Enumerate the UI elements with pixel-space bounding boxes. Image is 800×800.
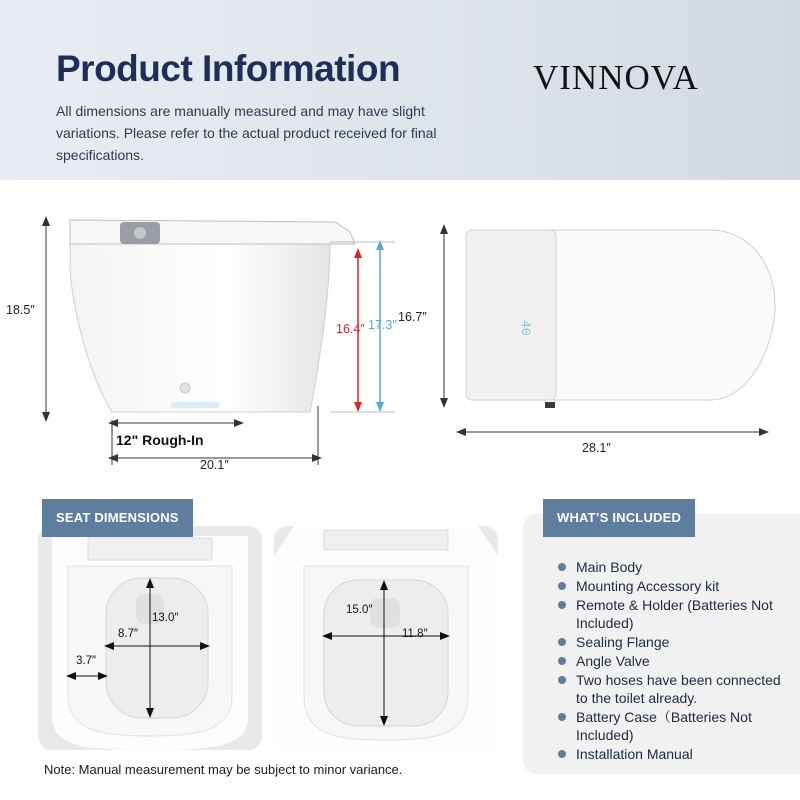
toilet-lid-side bbox=[70, 220, 355, 244]
header-description: All dimensions are manually measured and may have slight variations. Please refer to the actual product received for final specifications. bbox=[56, 103, 437, 163]
seat-panel-right bbox=[274, 526, 498, 750]
list-item: Angle Valve bbox=[556, 652, 796, 670]
height-blue-label: 17.3″ bbox=[368, 318, 397, 332]
depth-label: 20.1″ bbox=[200, 458, 229, 472]
height-red-label: 16.4″ bbox=[336, 322, 365, 336]
list-item: Installation Manual bbox=[556, 745, 796, 763]
seat-left-length-label: 13.0″ bbox=[152, 612, 179, 624]
length-label: 28.1″ bbox=[582, 441, 611, 455]
rough-in-label: 12" Rough-In bbox=[116, 432, 204, 448]
list-item: Sealing Flange bbox=[556, 633, 796, 651]
seat-drawing-left bbox=[38, 526, 262, 750]
top-view-drawing bbox=[420, 180, 800, 480]
seat-left-rim-label: 3.7″ bbox=[76, 655, 97, 667]
header-banner bbox=[0, 0, 800, 180]
svg-text:40: 40 bbox=[518, 320, 533, 336]
included-badge: WHAT’S INCLUDED bbox=[543, 499, 695, 537]
seat-panel-left bbox=[38, 526, 262, 750]
list-item: Remote & Holder (Batteries Not Included) bbox=[556, 596, 796, 632]
height-total-label: 18.5″ bbox=[6, 303, 35, 317]
seat-right-width-label: 11.8″ bbox=[402, 628, 428, 640]
brand-logo: VINNOVA bbox=[533, 58, 699, 97]
list-item: Battery Case（Batteries Not Included) bbox=[556, 708, 796, 744]
list-item: Two hoses have been connected to the toilet already. bbox=[556, 671, 796, 707]
seat-right-length-label: 15.0″ bbox=[346, 604, 373, 616]
control-panel-top bbox=[466, 230, 556, 400]
width-label: 16.7″ bbox=[398, 310, 427, 324]
list-item: Main Body bbox=[556, 558, 796, 576]
included-list bbox=[556, 558, 796, 764]
toilet-body-side bbox=[70, 242, 330, 412]
seat-left-width-label: 8.7″ bbox=[118, 628, 139, 640]
page-title: Product Information bbox=[56, 48, 401, 89]
list-item: Mounting Accessory kit bbox=[556, 577, 796, 595]
footer-note: Note: Manual measurement may be subject to minor variance. bbox=[44, 762, 403, 777]
seat-dimensions-badge: SEAT DIMENSIONS bbox=[42, 499, 193, 537]
seat-drawing-right bbox=[274, 526, 498, 750]
